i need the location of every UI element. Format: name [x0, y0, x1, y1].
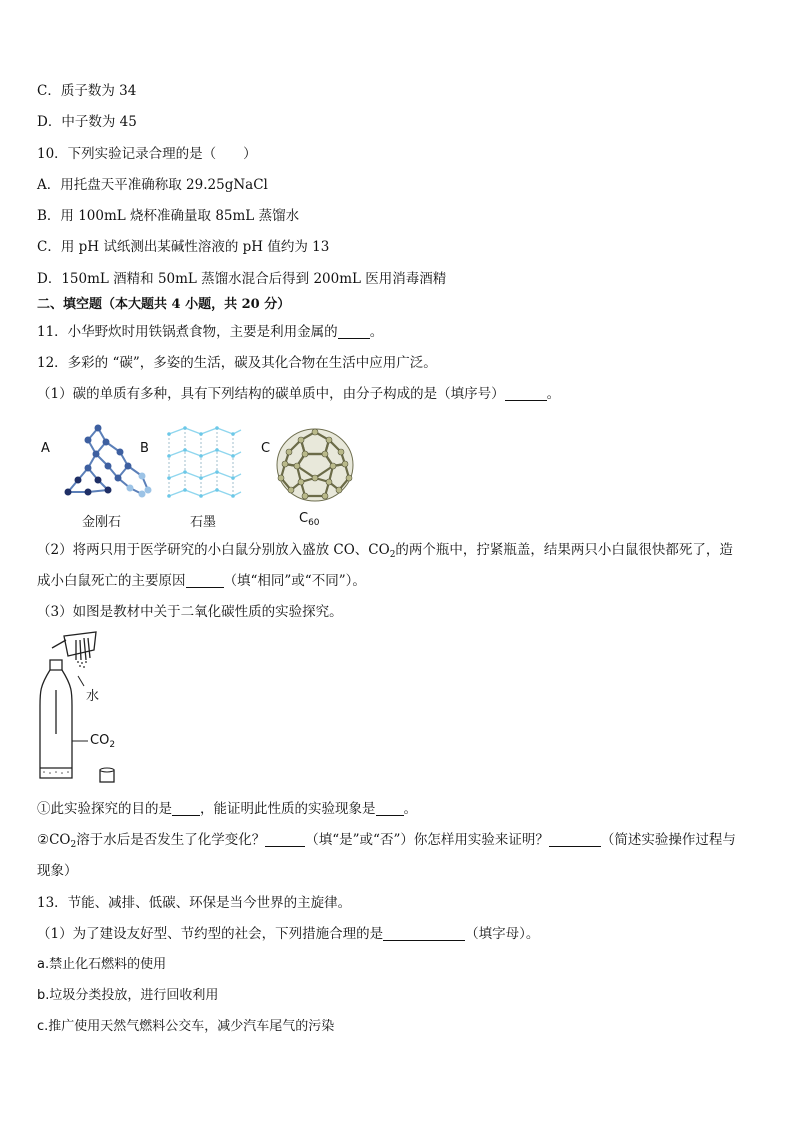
question-12-3-i-text-a: ①此实验探究的目的是 — [37, 801, 172, 817]
question-12-2-text-c: 成小白鼠死亡的主要原因 — [37, 573, 186, 589]
co2-label-sub: 2 — [109, 740, 116, 750]
question-12-2-text-d: （填“相同”或“不同”）。 — [223, 573, 366, 589]
option-10b: B．用 100mL 烧杯准确量取 85mL 蒸馏水 — [37, 208, 300, 224]
option-10c: C．用 pH 试纸测出某碱性溶液的 pH 值约为 13 — [37, 239, 330, 255]
question-11-text: 11．小华野炊时用铁锅煮食物，主要是利用金属的 — [37, 324, 338, 340]
answer-blank[interactable] — [505, 386, 547, 401]
question-12-3-ii-text-c: （填“是”或“否”）你怎样用实验来证明？ — [305, 832, 549, 848]
option-10a: A．用托盘天平准确称取 29.25gNaCl — [37, 177, 268, 193]
question-12-3-ii-cont: 现象） — [37, 863, 78, 879]
question-10: 10．下列实验记录合理的是（ ） — [37, 146, 257, 162]
answer-blank[interactable] — [172, 801, 200, 816]
figure-label-a: A — [41, 441, 50, 456]
question-12-3-i-text-c: 。 — [403, 801, 417, 817]
question-12-2-text-a: （2）将两只用于医学研究的小白鼠分别放入盛放 CO、CO — [37, 542, 390, 558]
water-label: 水 — [86, 689, 100, 704]
caption-diamond: 金刚石 — [82, 515, 122, 530]
caption-c60-sub: 60 — [308, 518, 320, 528]
question-12-2-text-b: 的两个瓶中，拧紧瓶盖，结果两只小白鼠很快都死了，造 — [395, 542, 733, 558]
question-11 — [37, 322, 383, 342]
question-13-1-text-a: （1）为了建设友好型、节约型的社会，下列措施合理的是 — [37, 926, 384, 942]
answer-blank[interactable] — [383, 926, 465, 941]
question-12: 12．多彩的 “碳”，多姿的生活，碳及其化合物在生活中应用广泛。 — [37, 355, 437, 371]
diamond-structure-image — [58, 420, 153, 502]
question-12-1-text: （1）碳的单质有多种，具有下列结构的碳单质中，由分子构成的是（填序号） — [37, 386, 505, 402]
question-12-3-ii-text-a: ②CO — [37, 832, 71, 848]
figure-label-c: C — [261, 441, 271, 456]
question-12-2-cont — [37, 571, 366, 591]
figure-label-b: B — [140, 441, 149, 456]
question-12-3-ii-text-b: 溶于水后是否发生了化学变化？ — [76, 832, 266, 848]
graphite-structure-image — [165, 424, 245, 500]
c60-fullerene-image — [273, 426, 357, 504]
question-12-3-ii — [37, 830, 736, 855]
question-11-end: 。 — [369, 324, 384, 340]
question-12-1-end: 。 — [546, 386, 561, 402]
answer-blank[interactable] — [376, 801, 404, 816]
answer-blank[interactable] — [186, 573, 224, 588]
co2-bottle-experiment-image — [34, 630, 124, 784]
answer-blank[interactable] — [549, 832, 601, 847]
question-12-3-i — [37, 799, 417, 819]
question-13-1 — [37, 924, 539, 944]
answer-blank[interactable] — [265, 832, 305, 847]
co2-subscript: 2 — [70, 840, 77, 850]
question-13: 13．节能、减排、低碳、环保是当今世界的主旋律。 — [37, 895, 352, 911]
caption-graphite: 石墨 — [190, 515, 217, 530]
co2-label — [90, 733, 115, 750]
question-12-1 — [37, 384, 560, 404]
answer-blank[interactable] — [338, 324, 370, 339]
question-12-2 — [37, 540, 733, 565]
option-13a: a.禁止化石燃料的使用 — [37, 957, 167, 972]
option-13c: c.推广使用天然气燃料公交车，减少汽车尾气的污染 — [37, 1019, 335, 1034]
co2-subscript: 2 — [389, 550, 396, 560]
option-9c: C．质子数为 34 — [37, 83, 137, 99]
question-13-1-text-b: （填字母）。 — [465, 926, 540, 942]
question-12-3-ii-text-d: （简述实验操作过程与 — [600, 832, 736, 848]
section-heading-fill-in: 二、填空题（本大题共 4 小题，共 20 分） — [37, 297, 291, 312]
option-13b: b.垃圾分类投放，进行回收利用 — [37, 988, 219, 1003]
caption-c60 — [299, 511, 320, 528]
co2-label-main: CO — [90, 733, 110, 748]
question-12-3: （3）如图是教材中关于二氧化碳性质的实验探究。 — [37, 604, 343, 620]
option-9d: D．中子数为 45 — [37, 114, 137, 130]
option-10d: D．150mL 酒精和 50mL 蒸馏水混合后得到 200mL 医用消毒酒精 — [37, 271, 447, 287]
question-12-3-i-text-b: ，能证明此性质的实验现象是 — [200, 801, 376, 817]
caption-c60-main: C — [299, 511, 309, 526]
